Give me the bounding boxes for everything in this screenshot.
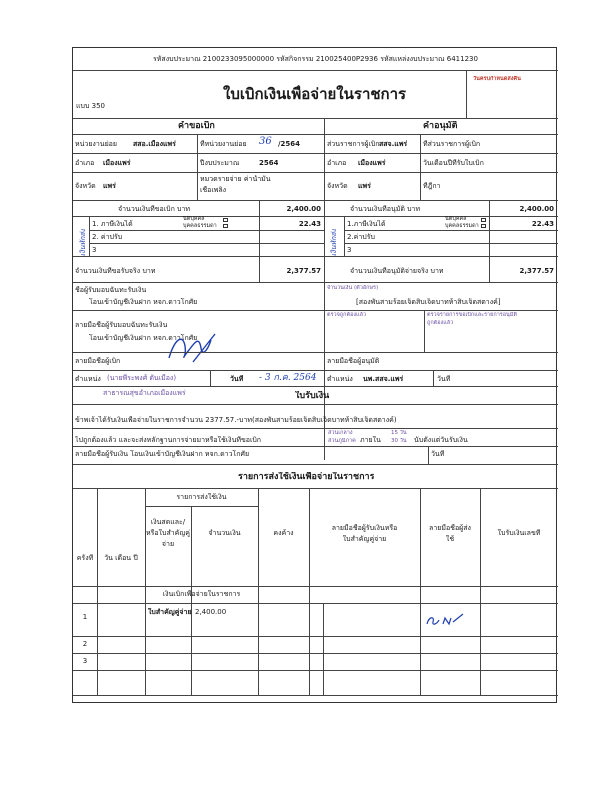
approval-heading: คำอนุมัติ (423, 121, 458, 131)
divider (466, 70, 467, 118)
receipt-within: ภายใน (360, 436, 381, 444)
proxy-sign-value: โอนเข้าบัญชีเงินฝาก หจก.ดาวโกศัย (89, 334, 198, 342)
receipt-line1: ข้าพเจ้าได้รับเงินเพื่อจ่ายในราชการจำนวน 2377.57.-บาท(สองพันสามร้อยเจ็ดสิบเจ็ดบาทห้าสิบเจ็ดสตางค์) (75, 416, 397, 424)
office-no-label: ที่ส่วนราชการผู้เบิก (423, 140, 481, 148)
table-row-amount: 2,400.00 (195, 608, 227, 616)
col-receipt: ใบรับเงินเลขที่ (497, 529, 541, 537)
other-label: 3 (92, 246, 97, 254)
divider (73, 404, 558, 405)
divider (73, 216, 558, 217)
province-label: จังหวัด (75, 182, 96, 190)
table-row-no: 3 (82, 657, 88, 665)
approval-tax-individual-checkbox[interactable] (481, 224, 486, 228)
col-no: ครั้งที่ (76, 554, 94, 562)
requester-sign-label: ลายมือชื่อผู้เบิก (75, 357, 121, 365)
approval-date-label: วันที่ (437, 375, 451, 383)
receipt-date-label: วันที่ (431, 450, 445, 458)
divider (145, 506, 258, 507)
tax-person-label: นิติบุคคล (183, 216, 205, 222)
divider (73, 670, 558, 671)
office-value: สสจ.แพร่ (379, 140, 408, 148)
col-sender-line2: ใช้ (445, 535, 455, 543)
divider (420, 488, 421, 695)
tax-label: 1. ภาษีเงินได้ (92, 220, 133, 228)
divider (489, 200, 490, 282)
col-sign-line2: ใบสำคัญคู่จ่าย (342, 535, 387, 543)
checked-label: ตรวจถูกต้องแล้ว (327, 312, 367, 318)
approval-province-label: จังหวัด (327, 182, 348, 190)
approval-other-label: 3 (347, 246, 352, 254)
receipt-line2-end: นับตั้งแต่วันรับเงิน (414, 436, 468, 444)
divider (424, 310, 425, 352)
checked-budget-line2: ถูกต้องแล้ว (427, 320, 454, 326)
col-amount: จำนวนเงิน (208, 529, 241, 537)
approval-district-label: อำเภอ (327, 159, 347, 167)
col-sign-line1: ลายมือชื่อผู้รับเงินหรือ (331, 524, 398, 532)
unit-no-year: /2564 (278, 140, 301, 148)
in-words-label: จำนวนเงิน (ตัวอักษร) (327, 285, 379, 291)
tax-individual-label: บุคคลธรรมดา (183, 223, 217, 229)
receive-date-label: วันเดือนปีที่รับใบเบิก (423, 159, 484, 167)
divider (324, 118, 325, 293)
approver-sign-label: ลายมือชื่อผู้อนุมัติ (327, 357, 380, 365)
unit-no-handwritten: 36 (259, 136, 272, 147)
divider (73, 134, 558, 135)
fine-label: 2. ค่าปรับ (92, 233, 123, 241)
position-label: ตำแหน่ง (75, 375, 101, 383)
divider (73, 118, 558, 119)
col-doc-line1: เงินสดและ/ (150, 518, 186, 526)
approval-district-value: เมืองแพร่ (358, 159, 386, 167)
unit-value: สสอ.เมืองแพร่ (133, 140, 176, 148)
divider (89, 243, 324, 244)
ref-label: ที่ฎีกา (423, 182, 441, 190)
expense-sub-heading: เงินเบิกเพื่อจ่ายในราชการ (162, 590, 241, 598)
proxy-sign-label: ลายมือชื่อผู้รับมอบฉันทะรับเงิน (75, 321, 168, 329)
col-balance: คงค้าง (273, 529, 294, 537)
divider (73, 256, 558, 257)
approval-position-value: นพ.สสจ.แพร่ (363, 375, 404, 383)
tax-value: 22.43 (298, 220, 321, 228)
approval-amount-value: 2,400.00 (519, 205, 554, 213)
divider (73, 153, 558, 154)
expense-heading: รายการส่งใช้เงินเพื่อจ่ายในราชการ (238, 472, 375, 482)
approval-tax-value: 22.43 (531, 220, 554, 228)
divider (73, 586, 558, 587)
approval-position-label: ตำแหน่ง (327, 375, 353, 383)
request-heading: คำขอเบิก (178, 121, 215, 131)
office-label: ส่วนราชการผู้เบิก (327, 140, 380, 148)
proxy-name-value: โอนเข้าบัญชีเงินฝาก หจก.ดาวโกศัย (89, 298, 198, 306)
district-value: เมืองแพร่ (103, 159, 131, 167)
divider (420, 134, 421, 200)
divider (428, 446, 429, 464)
approval-tax-individual-label: บุคคลธรรมดา (445, 223, 479, 229)
divider (258, 488, 259, 695)
divider (433, 370, 434, 386)
requester-signature-icon (165, 328, 225, 366)
budget-code-line: รหัสงบประมาณ 2100233095000000 รหัสกิจกรรม 210025400P2936 รหัสแหล่งงบประมาณ 6411230 (153, 55, 478, 63)
form-title: ใบเบิกเงินเพื่อจ่ายในราชการ (223, 85, 407, 103)
divider (344, 230, 558, 231)
approval-fine-label: 2.ค่าปรับ (347, 233, 375, 241)
province-value: แพร่ (103, 182, 116, 190)
actual-label: จำนวนเงินที่ขอรับจริง บาท (75, 267, 156, 275)
district-label: อำเภอ (75, 159, 95, 167)
receipt-days-central: 15 วัน (391, 430, 407, 436)
tax-person-checkbox[interactable] (223, 218, 228, 222)
receipt-loan-central: ส่วนเกลาง (328, 430, 353, 436)
divider (73, 603, 558, 604)
divider (73, 282, 558, 283)
fiscal-year-value: 2564 (259, 159, 279, 167)
category-line2: เชื้อเพลิง (200, 186, 227, 194)
divider (73, 310, 558, 311)
divider (73, 370, 558, 371)
table-row-doc: ใบสำคัญคู่จ่าย (148, 608, 192, 616)
deadline-note: วันครบกำหนดส่งคืน (473, 76, 521, 82)
approval-tax-label: 1.ภาษีเงินได้ (347, 220, 386, 228)
approval-actual-value: 2,377.57 (519, 267, 554, 275)
request-amount-value: 2,400.00 (286, 205, 321, 213)
disbursement-form (72, 47, 557, 703)
table-row-no: 1 (82, 613, 88, 621)
col-doc-line3: จ่าย (161, 540, 175, 548)
receipt-loan-regional: ส่วนภูมิภาค (328, 438, 356, 444)
divider (344, 216, 345, 256)
receipt-line2: ไปถูกต้องแล้ว และจะส่งหลักฐานการจ่ายมาหรือใช้เงินที่ขอเบิก (75, 436, 262, 444)
divider (73, 446, 558, 447)
divider (89, 230, 324, 231)
approval-province-value: แพร่ (358, 182, 371, 190)
unit-label: หน่วยงานย่อย (75, 140, 117, 148)
table-row-no: 2 (82, 640, 88, 648)
col-doc-line2: หรือใบสำคัญคู่ (146, 529, 190, 537)
request-date-value: - 3 ก.ค. 2564 (259, 373, 317, 383)
divider (197, 134, 198, 200)
approval-tax-person-label: นิติบุคคล (445, 216, 467, 222)
divider (323, 603, 324, 695)
receipt-heading: ใบรับเงิน (295, 391, 330, 401)
approval-deduct-side-label: เงินหักส่ง (330, 228, 339, 257)
category-line1: หมวดรายจ่าย ค่าน้ำมัน (200, 175, 271, 183)
approval-actual-label: จำนวนเงินที่อนุมัติจ่ายจริง บาท (350, 267, 444, 275)
divider (73, 653, 558, 654)
divider (73, 464, 558, 465)
approval-tax-person-checkbox[interactable] (481, 218, 486, 222)
fiscal-year-label: ปีงบประมาณ (200, 159, 240, 167)
form-number: แบบ 350 (76, 102, 105, 110)
approval-amount-label: จำนวนเงินที่อนุมัติ บาท (350, 205, 421, 213)
divider (73, 636, 558, 637)
request-date-label: วันที่ (230, 375, 244, 383)
proxy-name-label: ชื่อผู้รับมอบฉันทะรับเงิน (75, 286, 147, 294)
requester-name-stamp: (นายพีระพงศ์ ตันเมือง) (107, 374, 177, 382)
tax-individual-checkbox[interactable] (223, 224, 228, 228)
divider (324, 282, 325, 460)
in-words-value: [สองพันสามร้อยเจ็ดสิบเจ็ดบาทห้าสิบเจ็ดสตางค์] (356, 298, 501, 306)
divider (210, 370, 211, 386)
requester-title-stamp: สาธารณสุขอำเภอเมืองแพร่ (103, 389, 186, 397)
divider (73, 200, 558, 201)
receipt-sign-label: ลายมือชื่อผู้รับเงิน โอนเงินเข้าบัญชีเงินฝาก หจก.ดาวโกศัย (75, 450, 250, 458)
divider (73, 70, 558, 71)
actual-value: 2,377.57 (286, 267, 321, 275)
request-amount-label: จำนวนเงินที่ขอเบิก บาท (118, 205, 191, 213)
divider (73, 172, 558, 173)
divider (480, 488, 481, 695)
divider (97, 488, 98, 695)
divider (89, 216, 90, 256)
divider (309, 488, 310, 695)
receipt-days-regional: 30 วัน (391, 438, 407, 444)
divider (73, 428, 558, 429)
divider (73, 695, 558, 696)
col-group: รายการส่งใช้เงิน (176, 493, 227, 501)
receiver-signature-icon (423, 610, 469, 630)
divider (73, 352, 558, 353)
unit-no-label: ที่หน่วยงานย่อย (200, 140, 247, 148)
divider (73, 386, 558, 387)
checked-budget-line1: ตรวจรายการขอเบิกและรายการอนุมัติ (427, 312, 518, 318)
col-date: วัน เดือน ปี (104, 554, 138, 562)
deduct-side-label: เงินหักส่ง (79, 228, 88, 257)
divider (344, 243, 558, 244)
col-sender-line1: ลายมือชื่อผู้ส่ง (429, 524, 471, 532)
divider (259, 200, 260, 282)
